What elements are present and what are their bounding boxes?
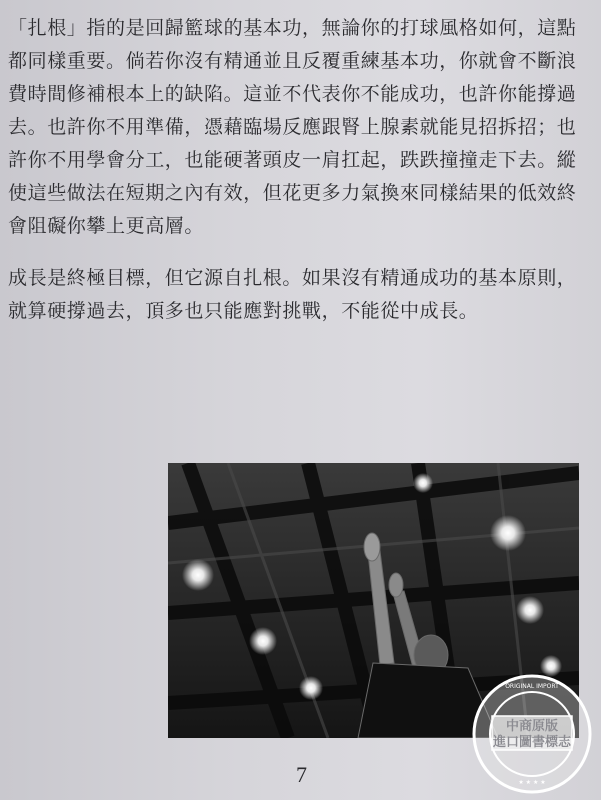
page-number: 7	[296, 762, 307, 787]
ceiling-light	[249, 627, 277, 655]
ceiling-light	[490, 515, 526, 551]
import-certification-seal	[470, 672, 594, 796]
svg-text:中商原版: 中商原版	[505, 719, 559, 734]
ceiling-light	[182, 559, 214, 591]
ceiling-light	[413, 473, 433, 493]
ceiling-light	[516, 596, 544, 624]
svg-text:ORIGINAL IMPORT: ORIGINAL IMPORT	[505, 683, 559, 690]
svg-text:進口圖書標志: 進口圖書標志	[492, 735, 572, 750]
ceiling-light	[299, 676, 323, 700]
paragraph-1: 「扎根」指的是回歸籃球的基本功，無論你的打球風格如何，這點都同樣重要。倘若你沒有精通並且反覆重練基本功，你就會不斷浪費時間修補根本上的缺陷。這並不代表你不能成功，也許你能撐過去。也許你不用準備，憑藉臨場反應跟腎上腺素就能見招拆招；也許你不用學會分工，也能硬著頭皮一肩扛起，跌跌撞撞走下去。縱使這些做法在短期之內有效，但花更多力氣換來同樣結果的低效終會阻礙你攀上更高層。	[8, 17, 577, 237]
paragraph-2: 成長是終極目標，但它源自扎根。如果沒有精通成功的基本原則，就算硬撐過去，頂多也只能應對挑戰，不能從中成長。	[8, 267, 577, 322]
svg-text:★ ★ ★ ★: ★ ★ ★ ★	[518, 779, 546, 786]
